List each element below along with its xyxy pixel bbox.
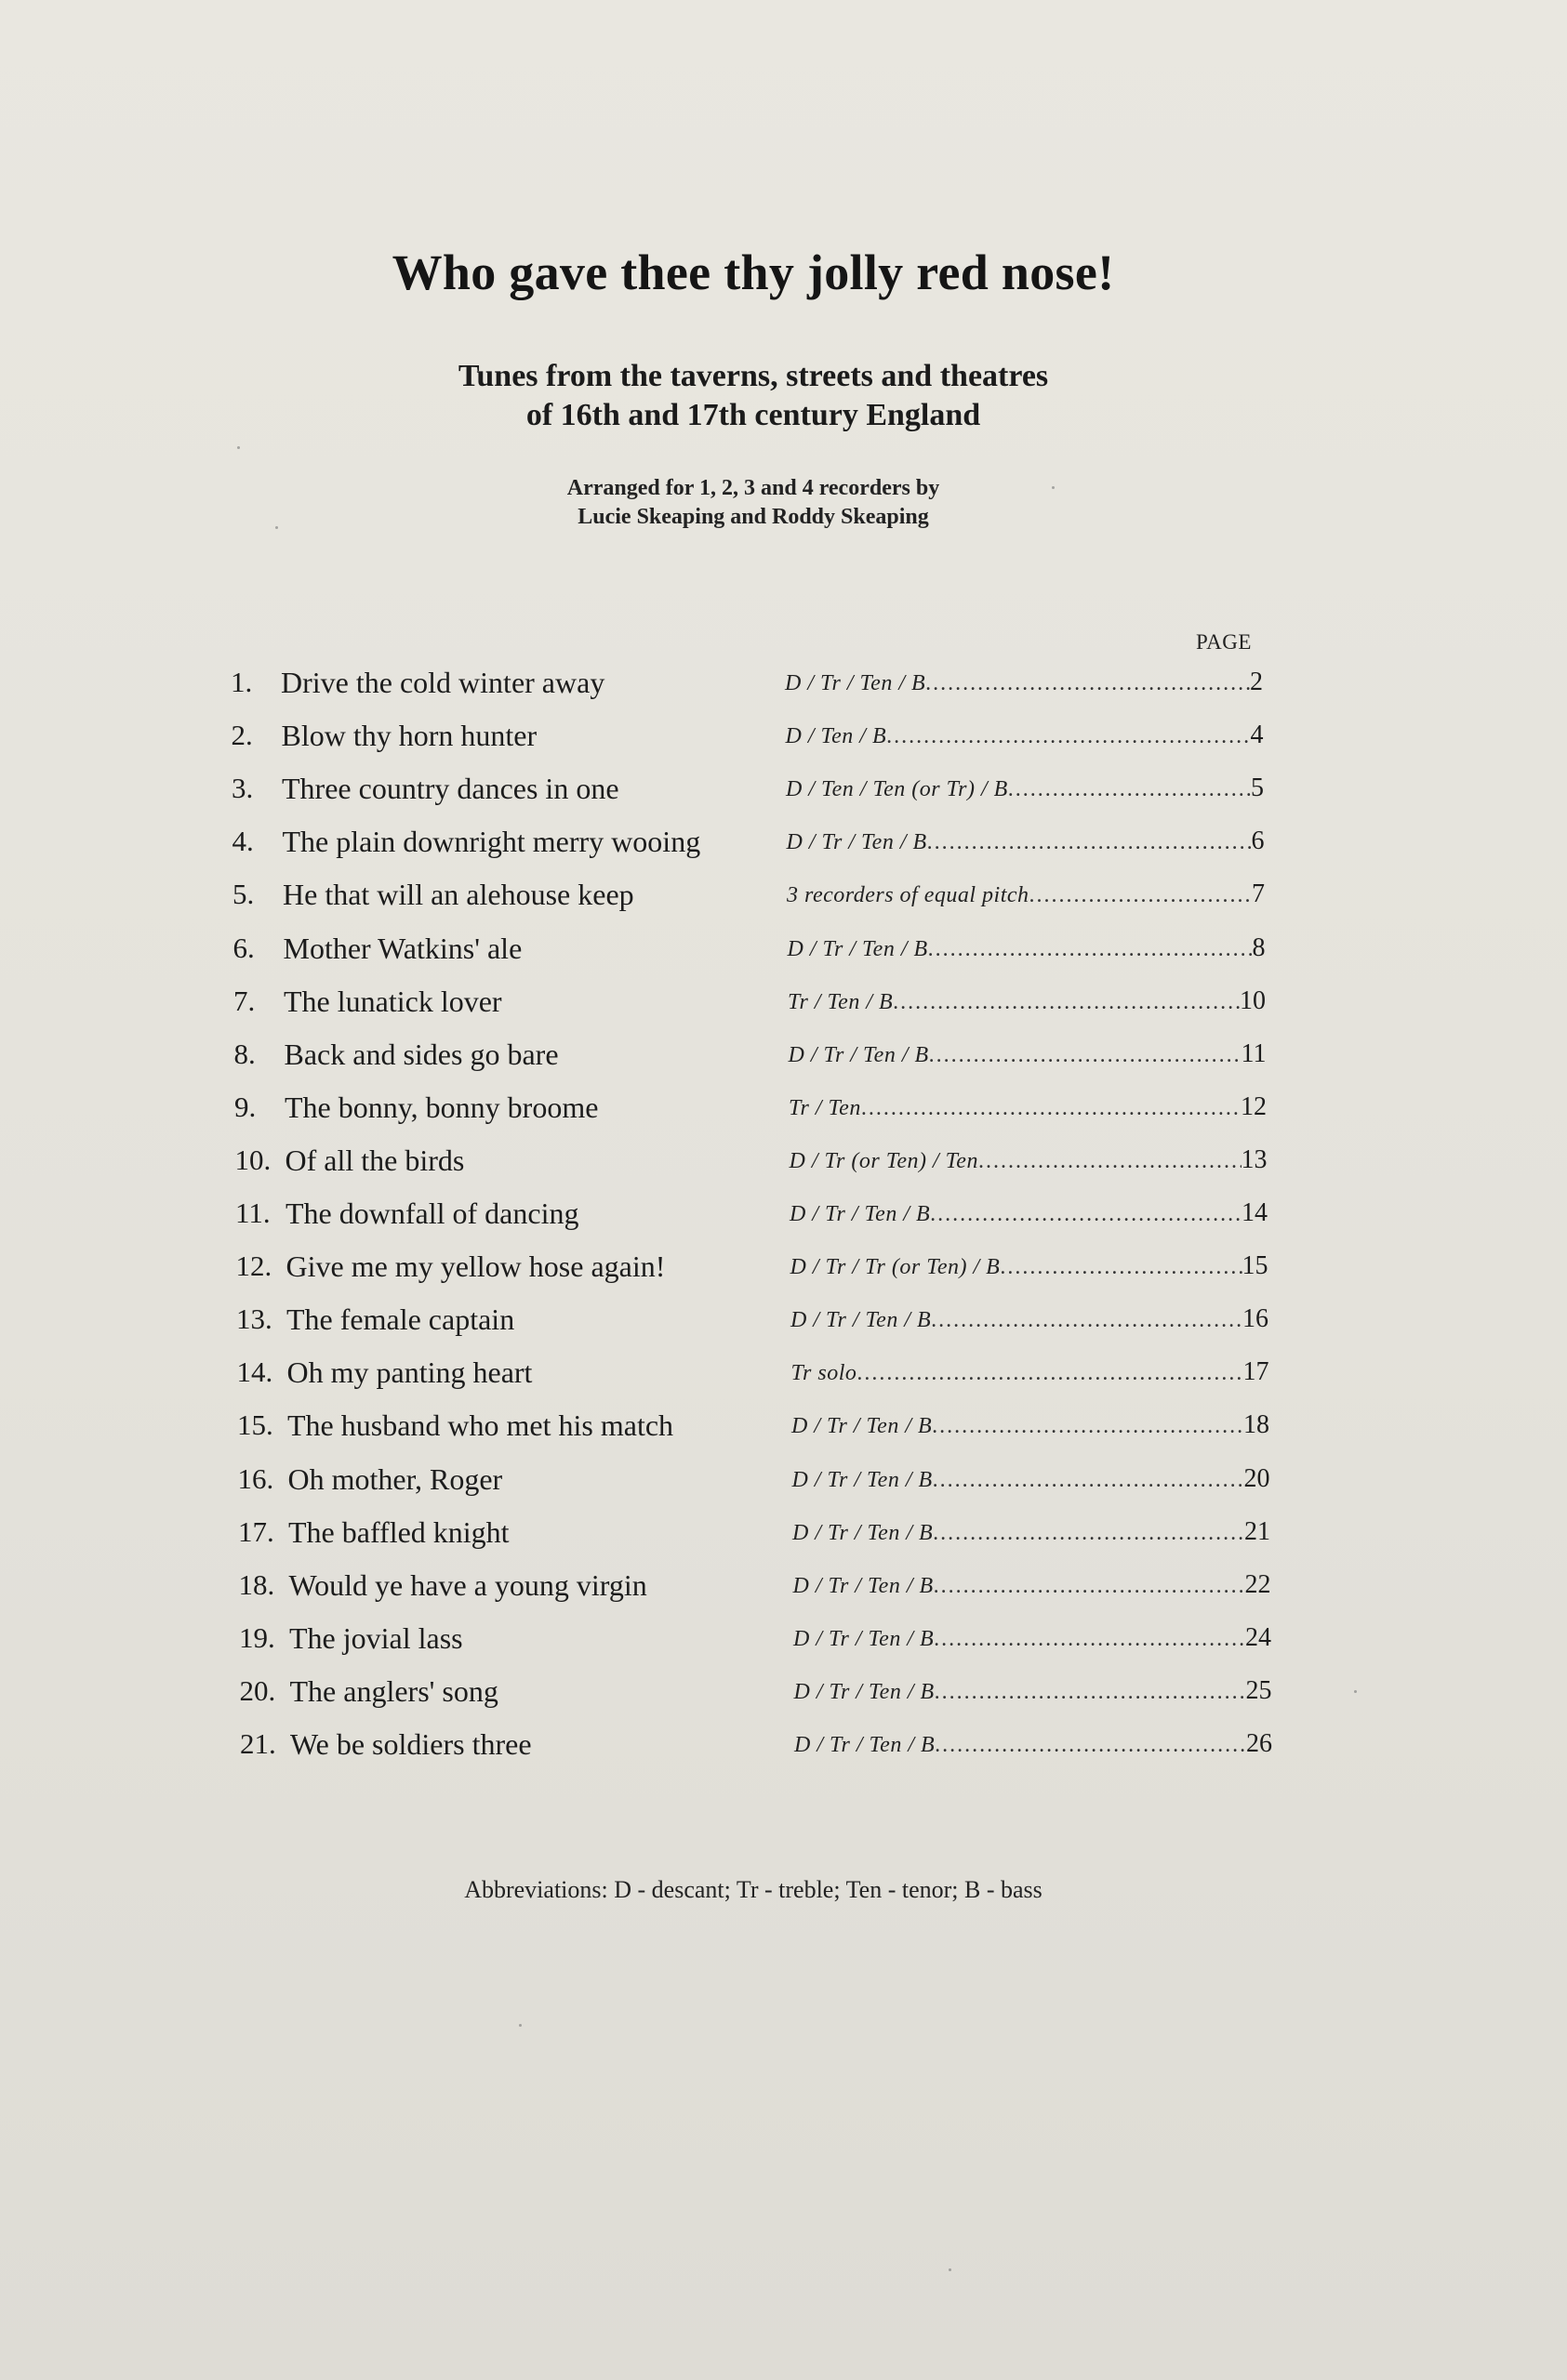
toc-entry-voices: D / Ten / B — [785, 724, 887, 749]
toc-entry-voices: Tr / Ten — [789, 1095, 861, 1120]
toc-entry-instrumentation — [790, 1193, 1268, 1235]
toc-entry-voices: Tr / Ten / B — [788, 989, 894, 1014]
toc-entry — [238, 1512, 1270, 1553]
toc-entry-title: Give me my yellow hose again! — [286, 1250, 666, 1284]
toc-entry-number: 7. — [233, 984, 256, 1017]
toc-entry-number: 21. — [240, 1727, 276, 1760]
toc-entry-title: Oh mother, Roger — [287, 1461, 503, 1496]
toc-entry-instrumentation — [790, 1299, 1268, 1341]
toc-entry-instrumentation — [789, 1034, 1267, 1076]
toc-entry-number: 8. — [233, 1037, 256, 1070]
toc-entry-page-number: 20 — [1243, 1463, 1270, 1493]
toc-entry — [234, 1087, 1267, 1128]
paper-speck — [275, 526, 278, 529]
toc-entry-number: 9. — [234, 1090, 257, 1123]
toc-entry-title: The husband who met his match — [287, 1408, 674, 1443]
dot-leader — [930, 1194, 1242, 1235]
toc-entry-number: 20. — [239, 1673, 276, 1707]
toc-entry-number: 2. — [231, 719, 253, 752]
toc-entry — [231, 662, 1263, 703]
dot-leader — [934, 1566, 1245, 1606]
dot-leader — [929, 1035, 1242, 1076]
toc-entry-title: The baffled knight — [288, 1514, 510, 1549]
toc-entry-voices: 3 recorders of equal pitch — [787, 883, 1029, 908]
toc-entry — [232, 715, 1264, 756]
toc-entry-title: The jovial lass — [289, 1620, 463, 1655]
dot-leader — [928, 929, 1253, 970]
dot-leader — [934, 1619, 1245, 1659]
toc-entry-voices: D / Tr / Ten / B — [787, 936, 928, 961]
toc-entry-page-number: 11 — [1241, 1038, 1267, 1068]
toc-entry — [236, 1299, 1268, 1340]
toc-entry-instrumentation — [791, 1352, 1269, 1394]
toc-entry-number: 18. — [238, 1567, 275, 1601]
toc-entry-instrumentation — [791, 1405, 1269, 1447]
dot-leader — [1000, 1247, 1242, 1288]
dot-leader — [978, 1141, 1242, 1182]
toc-entry-number: 13. — [236, 1302, 272, 1336]
toc-entry-title: Blow thy horn hunter — [281, 719, 538, 753]
subtitle-line-2: of 16th and 17th century England — [525, 398, 981, 432]
toc-entry-number: 11. — [235, 1197, 271, 1229]
toc-entry-instrumentation — [790, 1140, 1268, 1182]
toc-entry-instrumentation — [793, 1618, 1271, 1659]
toc-entry-voices: D / Ten / Ten (or Tr) / B — [786, 777, 1008, 802]
toc-entry-instrumentation — [787, 874, 1265, 916]
dot-leader — [886, 716, 1250, 757]
toc-entry — [237, 1352, 1269, 1393]
toc-entry-page-number: 10 — [1240, 985, 1266, 1015]
dot-leader — [861, 1088, 1241, 1129]
page-title: Who gave thee thy jolly red nose! — [392, 245, 1115, 300]
toc-entry-voices: D / Tr / Ten / B — [792, 1573, 934, 1598]
toc-entry-instrumentation — [788, 928, 1266, 970]
toc-entry — [239, 1565, 1271, 1606]
paper-speck — [237, 446, 240, 449]
toc-entry — [232, 821, 1265, 862]
toc-entry-page-number: 8 — [1252, 932, 1266, 962]
dot-leader — [935, 1672, 1246, 1712]
toc-entry-title: Drive the cold winter away — [281, 666, 605, 699]
toc-entry-number: 15. — [237, 1408, 273, 1442]
toc-entry — [232, 768, 1264, 809]
toc-entry-number: 3. — [232, 772, 254, 805]
toc-entry-instrumentation — [794, 1671, 1272, 1712]
toc-entry-instrumentation — [785, 662, 1263, 704]
toc-entry-title: We be soldiers three — [290, 1727, 532, 1761]
toc-entry-voices: D / Tr (or Ten) / Ten — [789, 1148, 978, 1173]
toc-entry-page-number: 17 — [1242, 1357, 1269, 1387]
dot-leader — [1029, 875, 1252, 916]
toc-entry-voices: D / Tr / Ten / B — [793, 1679, 935, 1704]
toc-entry — [238, 1459, 1270, 1500]
dot-leader — [931, 1300, 1242, 1341]
toc-entry-title: Three country dances in one — [282, 772, 619, 806]
toc-entry-page-number: 24 — [1245, 1622, 1271, 1652]
toc-entry-instrumentation — [787, 821, 1265, 863]
toc-entry-instrumentation — [786, 715, 1264, 757]
toc-entry — [240, 1671, 1272, 1712]
paper-speck — [1354, 1690, 1357, 1693]
toc-entry-instrumentation — [790, 1246, 1268, 1288]
toc-entry-page-number: 16 — [1242, 1304, 1268, 1334]
toc-entry-title: Back and sides go bare — [284, 1037, 559, 1071]
toc-entry-number: 10. — [234, 1143, 272, 1176]
subtitle-line-1: Tunes from the taverns, streets and theatres — [458, 359, 1049, 393]
dot-leader — [925, 663, 1250, 704]
toc-entry-page-number: 15 — [1242, 1251, 1268, 1281]
toc-entry-title: The anglers' song — [289, 1673, 498, 1708]
toc-entry — [232, 874, 1265, 915]
toc-entry-instrumentation — [794, 1724, 1272, 1765]
toc-entry-voices: D / Tr / Tr (or Ten) / B — [790, 1255, 1001, 1280]
toc-entry-instrumentation — [788, 981, 1266, 1023]
toc-entry-voices: D / Tr / Ten / B — [791, 1467, 933, 1492]
dot-leader — [935, 1725, 1246, 1765]
credits-line-2: Lucie Skeaping and Roddy Skeaping — [578, 505, 929, 529]
toc-entry — [235, 1140, 1268, 1181]
toc-entry — [240, 1724, 1272, 1765]
toc-entry-voices: D / Tr / Ten / B — [790, 1308, 932, 1333]
abbreviations-note: Abbreviations: D - descant; Tr - treble; Ten - tenor; B - bass — [464, 1876, 1042, 1903]
toc-entry-page-number: 26 — [1246, 1729, 1272, 1758]
dot-leader — [932, 1406, 1243, 1447]
toc-entry-page-number: 13 — [1241, 1144, 1268, 1174]
toc-entry-number: 14. — [236, 1355, 273, 1389]
toc-entry — [233, 981, 1266, 1022]
toc-entry-page-number: 25 — [1245, 1675, 1272, 1705]
toc-entry-page-number: 2 — [1250, 668, 1263, 696]
toc-entry-title: The lunatick lover — [284, 984, 502, 1018]
toc-entry-page-number: 22 — [1244, 1569, 1271, 1599]
toc-entry-page-number: 5 — [1251, 774, 1264, 803]
toc-entry-instrumentation — [793, 1565, 1271, 1606]
dot-leader — [933, 1460, 1244, 1501]
dot-leader — [857, 1353, 1242, 1394]
toc-entry — [234, 1034, 1267, 1075]
toc-entry-number: 19. — [239, 1620, 275, 1654]
toc-entry-number: 16. — [237, 1461, 274, 1495]
dot-leader — [927, 822, 1252, 863]
dot-leader — [1008, 769, 1251, 810]
toc-entry-page-number: 7 — [1252, 879, 1265, 909]
toc-entry-number: 6. — [232, 931, 255, 964]
paper-speck — [519, 2024, 522, 2027]
toc-entry-number: 17. — [238, 1514, 274, 1548]
toc-entry-voices: D / Tr / Ten / B — [790, 1202, 931, 1226]
toc-entry-instrumentation — [792, 1459, 1270, 1501]
toc-entry — [235, 1193, 1268, 1234]
toc-entry-page-number: 14 — [1242, 1198, 1268, 1227]
paper-speck — [949, 2268, 951, 2271]
page-column-header: PAGE — [1196, 630, 1252, 654]
credits-line-1: Arranged for 1, 2, 3 and 4 recorders by — [566, 476, 940, 500]
toc-entry-voices: D / Tr / Ten / B — [785, 671, 926, 695]
toc-entry — [236, 1246, 1268, 1287]
toc-entry-number: 5. — [232, 878, 255, 911]
toc-entry-title: Mother Watkins' ale — [283, 931, 523, 965]
toc-entry-title: The female captain — [286, 1302, 515, 1337]
toc-entry-number: 1. — [231, 666, 253, 698]
toc-entry-title: The plain downright merry wooing — [282, 825, 701, 859]
toc-entry — [239, 1618, 1271, 1659]
dot-leader — [933, 1513, 1244, 1554]
toc-entry — [237, 1405, 1269, 1446]
toc-entry-page-number: 4 — [1250, 721, 1264, 750]
toc-entry-title: Would ye have a young virgin — [288, 1567, 647, 1602]
toc-entry-instrumentation — [792, 1512, 1270, 1554]
toc-entry-voices: D / Tr / Ten / B — [794, 1733, 936, 1757]
toc-entry-voices: Tr solo — [790, 1361, 857, 1386]
toc-entry-page-number: 21 — [1244, 1516, 1270, 1546]
toc-entry-title: He that will an alehouse keep — [283, 878, 634, 912]
toc-entry-number: 4. — [232, 825, 254, 858]
toc-entry-instrumentation — [786, 768, 1264, 810]
toc-entry-title: Of all the birds — [285, 1143, 465, 1177]
toc-entry-voices: D / Tr / Ten / B — [788, 1042, 929, 1067]
toc-entry-title: The downfall of dancing — [286, 1197, 579, 1230]
toc-entry — [233, 928, 1266, 969]
toc-entry-voices: D / Tr / Ten / B — [793, 1626, 935, 1651]
toc-entry-voices: D / Tr / Ten / B — [791, 1414, 933, 1439]
toc-entry-instrumentation — [789, 1087, 1267, 1129]
toc-entry-title: Oh my panting heart — [286, 1355, 533, 1390]
toc-entry-page-number: 12 — [1241, 1091, 1267, 1121]
toc-entry-page-number: 18 — [1243, 1410, 1269, 1440]
toc-entry-title: The bonny, bonny broome — [285, 1090, 599, 1124]
toc-entry-voices: D / Tr / Ten / B — [786, 830, 927, 855]
toc-entry-voices: D / Tr / Ten / B — [792, 1520, 934, 1545]
toc-entry-number: 12. — [235, 1250, 272, 1283]
paper-speck — [1052, 486, 1055, 489]
dot-leader — [893, 982, 1240, 1023]
toc-entry-page-number: 6 — [1251, 826, 1265, 856]
